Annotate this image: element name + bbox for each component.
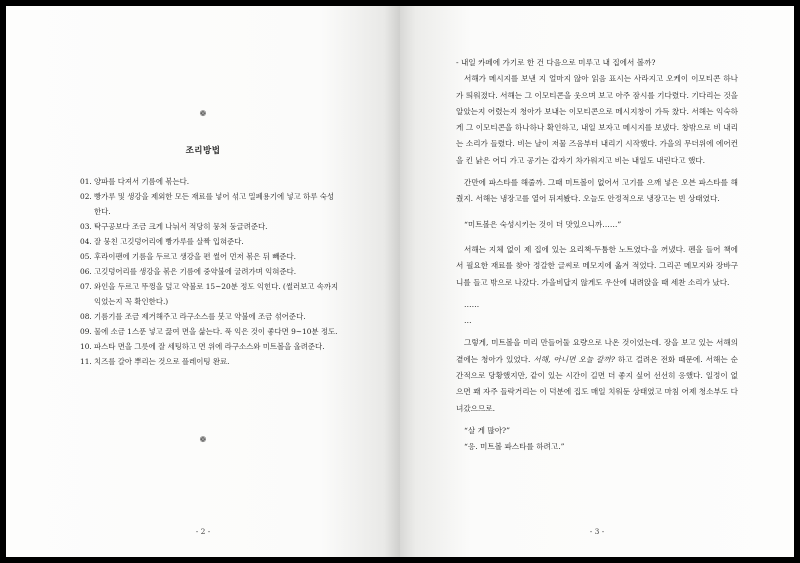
left-page <box>6 6 400 557</box>
list-item: 08. 기름기를 조금 제거해주고 라구소스를 붓고 약불에 조금 섞어준다. <box>80 312 306 321</box>
list-item: 06. 고깃덩어리를 생강을 볶은 기름에 중약불에 굴려가며 익혀준다. <box>80 267 297 276</box>
ornament-top-icon: ❁ <box>199 109 207 118</box>
list-item: 01. 양파를 다져서 기름에 볶는다. <box>80 177 190 186</box>
list-item: 09. 물에 소금 1스푼 넣고 끓여 면을 삶는다. 푹 익은 것이 좋다면 9~10분 정도. <box>80 327 338 336</box>
list-item: 10. 파스타 면을 그릇에 잘 세팅하고 면 위에 라구소스와 미트볼을 올려준다. <box>80 342 325 351</box>
recipe-steps-list <box>80 174 340 369</box>
list-item: 03. 탁구공보다 조금 크게 나눠서 적당히 뭉쳐 둥글려준다. <box>80 222 268 231</box>
list-item: 02. 빵가루 및 생강을 제외한 모든 재료를 넣어 섞고 밀폐용기에 넣고 하루 숙성한다. <box>80 192 335 216</box>
paragraph: 서해는 지체 없이 제 집에 있는 요리책-두툼한 노트였다-을 꺼냈다. 펜을 들어 책에서 필요한 재료를 찾아 정갈한 글씨로 메모지에 옮겨 적었다. 그리곤 메모지와 장바구니를 들고 밖으로 나갔다. 가을비답지 않게도 우산에 내려앉을 때 세찬 소리가 났다. <box>456 244 738 287</box>
list-item: 05. 후라이팬에 기름을 두르고 생강을 편 썰어 먼저 볶은 뒤 빼준다. <box>80 252 296 261</box>
list-item: 07. 와인을 두르고 뚜껑을 덮고 약불로 15~20분 정도 익힌다. (썰러보고 속까지 익었는지 꼭 확인한다.) <box>80 282 339 306</box>
paragraph: 서해가 메시지를 보낸 지 얼마지 않아 읽음 표시는 사라지고 오케이 이모티콘 하나가 띄워졌다. 서해는 그 이모티콘을 웃으며 보고 아주 잠시를 기다렸다. 기다리는 것을 알았는지 어렸는지 청아가 보내는 이모티콘으로 메시지창이 가득 찼다. 서해는 익숙하게 그 이모티콘을 하나하나 확인하고, 내일 보자고 메시지를 보냈다. 창밖으로 비 내리는 소리가 들렸다. 비는 날이 저물 즈음부터 내리기 시작했다. 가을의 무더위에 에어컨을 킨 낡은 어디 가고 공기는 갑자기 차가워지고 비는 내일도 내린다고 했다. <box>456 74 738 165</box>
recipe-title: 조리방법 <box>185 146 221 156</box>
italic-thought: 서해, 아니면 오늘 갈까? <box>533 354 615 364</box>
paragraph: 그렇게, 미트볼을 미리 만들어둘 요량으로 나온 것이었는데. 장을 보고 있는 서해의 곁에는 청아가 있었다. 서해, 아니면 오늘 갈까? 하고 걸려온 전화 때문에. 서해는 순간적으로 당황했지만, 같이 있는 시간이 길면 더 좋지 싶어 선선히 응했다. 일정이 없으면 꽤 자주 들락거리는 이 덕분에 집도 매일 치워둔 상태였고 마침 어제 청소부도 다녀갔으므로. <box>456 338 738 413</box>
paragraph: - 내일 카페에 가기로 한 건 다음으로 미루고 내 집에서 볼까? <box>456 58 656 67</box>
page-number-right: - 3 - <box>589 527 605 536</box>
paragraph: 간만에 파스타를 해줄까. 그때 미트볼이 없어서 고기를 으깨 넣은 오븐 파스타를 해줬지. 서해는 냉장고를 열어 뒤져봤다. 오늘도 안정적으로 냉장고는 빈 상태였다. <box>456 178 738 204</box>
open-book <box>6 6 794 557</box>
list-item: 11. 치즈를 갈아 뿌리는 것으로 플레이팅 완료. <box>80 357 230 366</box>
ellipsis-line: … <box>464 316 472 326</box>
story-text <box>456 55 738 456</box>
dialogue-line: “살 게 많아?” <box>464 425 511 435</box>
ellipsis-line: …… <box>464 299 480 309</box>
dialogue-line: “미트볼은 숙성시키는 것이 더 맛있으니까……” <box>464 219 622 229</box>
page-number-left: - 2 - <box>195 527 211 536</box>
list-item: 04. 잘 뭉친 고깃덩어리에 빵가루를 살짝 입혀준다. <box>80 237 244 246</box>
right-page <box>400 6 794 557</box>
ornament-bottom-icon: ❁ <box>199 435 207 444</box>
dialogue-line: “응. 미트볼 파스타를 하려고.” <box>464 442 565 452</box>
